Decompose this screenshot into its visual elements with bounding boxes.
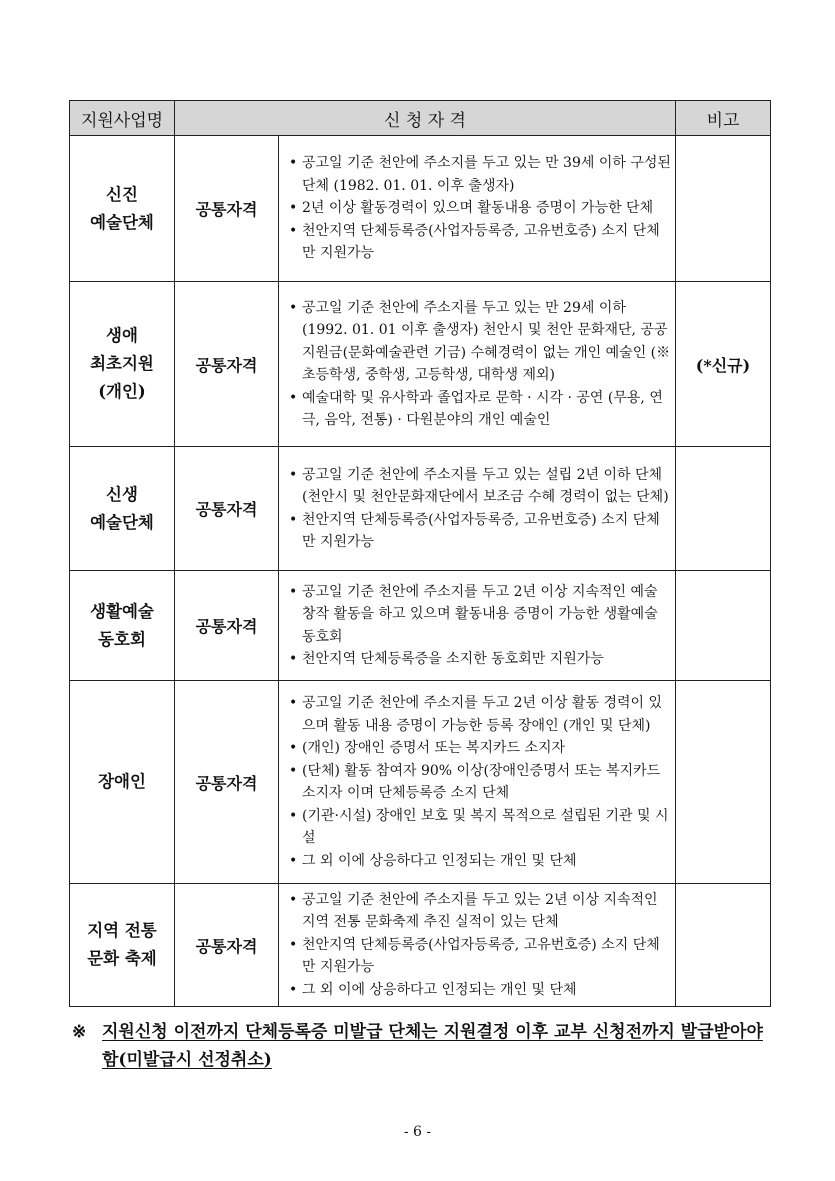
qualification-details [279,681,676,884]
notice [72,1018,772,1074]
table-row [70,681,771,884]
eligibility-table [69,100,771,1007]
note-cell: (*신규) [676,282,771,447]
list-item: • 공고일 기준 천안에 주소지를 두고 있는 설립 2년 이하 단체(천안시 및 천안문화재단에서 보조금 수혜 경력이 없는 단체) [285,464,671,509]
table-row [70,571,771,681]
note-cell [676,884,771,1007]
list-item: • 공고일 기준 천안에 주소지를 두고 있는 만 29세 이하(1992. 01. 01 이후 출생자) 천안시 및 천안 문화재단, 공공지원금(문화예술관련 기금) 수혜경력이 없는 개인 예술인 (※초등학생, 중학생, 고등학생, 대학생 제외) [285,297,671,387]
program-name [70,136,175,282]
header-program-name: 지원사업명 [70,101,175,136]
qualification-type: 공통자격 [175,571,279,681]
qualification-details [279,447,676,571]
table-row [70,447,771,571]
note-cell [676,571,771,681]
program-name [70,282,175,447]
notice-mark: ※ [72,1022,87,1042]
list-item: • 천안지역 단체등록증을 소지한 동호회만 지원가능 [285,648,671,671]
list-item: • 천안지역 단체등록증(사업자등록증, 고유번호증) 소지 단체만 지원가능 [285,509,671,554]
program-name-line: 예술단체 [90,512,154,532]
qualification-type: 공통자격 [175,884,279,1007]
program-name [70,447,175,571]
list-item: • 그 외 이에 상응하다고 인정되는 개인 및 단체 [285,850,671,873]
header-note: 비고 [676,101,771,136]
requirement-list [285,889,671,1002]
qualification-details [279,136,676,282]
note-cell [676,136,771,282]
list-item: • 그 외 이에 상응하다고 인정되는 개인 및 단체 [285,979,671,1002]
notice-text: 지원신청 이전까지 단체등록증 미발급 단체는 지원결정 이후 교부 신청전까지 발급받아야 함(미발급시 선정취소) [102,1022,763,1070]
program-name [70,681,175,884]
qualification-type: 공통자격 [175,681,279,884]
qualification-type: 공통자격 [175,447,279,571]
program-name-line: 최초지원 [90,354,154,373]
program-name [70,884,175,1007]
table-row [70,884,771,1007]
list-item: • 공고일 기준 천안에 주소지를 두고 2년 이상 활동 경력이 있으며 활동 내용 증명이 가능한 등록 장애인 (개인 및 단체) [285,692,671,737]
program-name-line: 생애 [106,326,138,345]
list-item: • 공고일 기준 천안에 주소지를 두고 있는 만 39세 이하 구성된 단체 (1982. 01. 01. 이후 출생자) [285,152,671,197]
list-item: • 예술대학 및 유사학과 졸업자로 문학 · 시각 · 공연 (무용, 연극, 음악, 전통) · 다원분야의 개인 예술인 [285,387,671,432]
program-name-line: 생활예술 [90,601,154,621]
program-name-line: 문화 축제 [87,949,157,968]
list-item: • 공고일 기준 천안에 주소지를 두고 2년 이상 지속적인 예술창작 활동을 하고 있으며 활동내용 증명이 가능한 생활예술동호회 [285,581,671,649]
program-name-line: 신생 [106,484,138,504]
program-name-line: 지역 전통 [87,921,157,940]
list-item: • (단체) 활동 참여자 90% 이상(장애인증명서 또는 복지카드 소지자 이며 단체등록증 소지 단체 [285,760,671,805]
qualification-details [279,571,676,681]
qualification-type: 공통자격 [175,136,279,282]
qualification-type: 공통자격 [175,282,279,447]
list-item: • 천안지역 단체등록증(사업자등록증, 고유번호증) 소지 단체만 지원가능 [285,220,671,265]
requirement-list [285,297,671,432]
list-item: • (기관·시설) 장애인 보호 및 복지 목적으로 설립된 기관 및 시설 [285,805,671,850]
list-item: • 2년 이상 활동경력이 있으며 활동내용 증명이 가능한 단체 [285,197,671,220]
program-name-line: 예술단체 [90,212,154,232]
requirement-list [285,464,671,554]
program-name-line: (개인) [98,382,146,401]
program-name-line: 장애인 [98,772,146,791]
table-header-row [70,101,771,136]
list-item: • 공고일 기준 천안에 주소지를 두고 있는 2년 이상 지속적인 지역 전통 문화축제 추진 실적이 있는 단체 [285,889,671,934]
program-name-line: 동호회 [98,629,146,649]
requirement-list [285,581,671,671]
program-name-line: 신진 [106,184,138,204]
note-cell [676,681,771,884]
table-row [70,136,771,282]
requirement-list [285,692,671,872]
table-row [70,282,771,447]
list-item: • 천안지역 단체등록증(사업자등록증, 고유번호증) 소지 단체만 지원가능 [285,934,671,979]
list-item: • (개인) 장애인 증명서 또는 복지카드 소지자 [285,737,671,760]
qualification-details [279,282,676,447]
qualification-details [279,884,676,1007]
note-cell [676,447,771,571]
requirement-list [285,152,671,265]
header-qualification: 신 청 자 격 [175,101,676,136]
program-name [70,571,175,681]
page-number: - 6 - [403,1124,432,1140]
